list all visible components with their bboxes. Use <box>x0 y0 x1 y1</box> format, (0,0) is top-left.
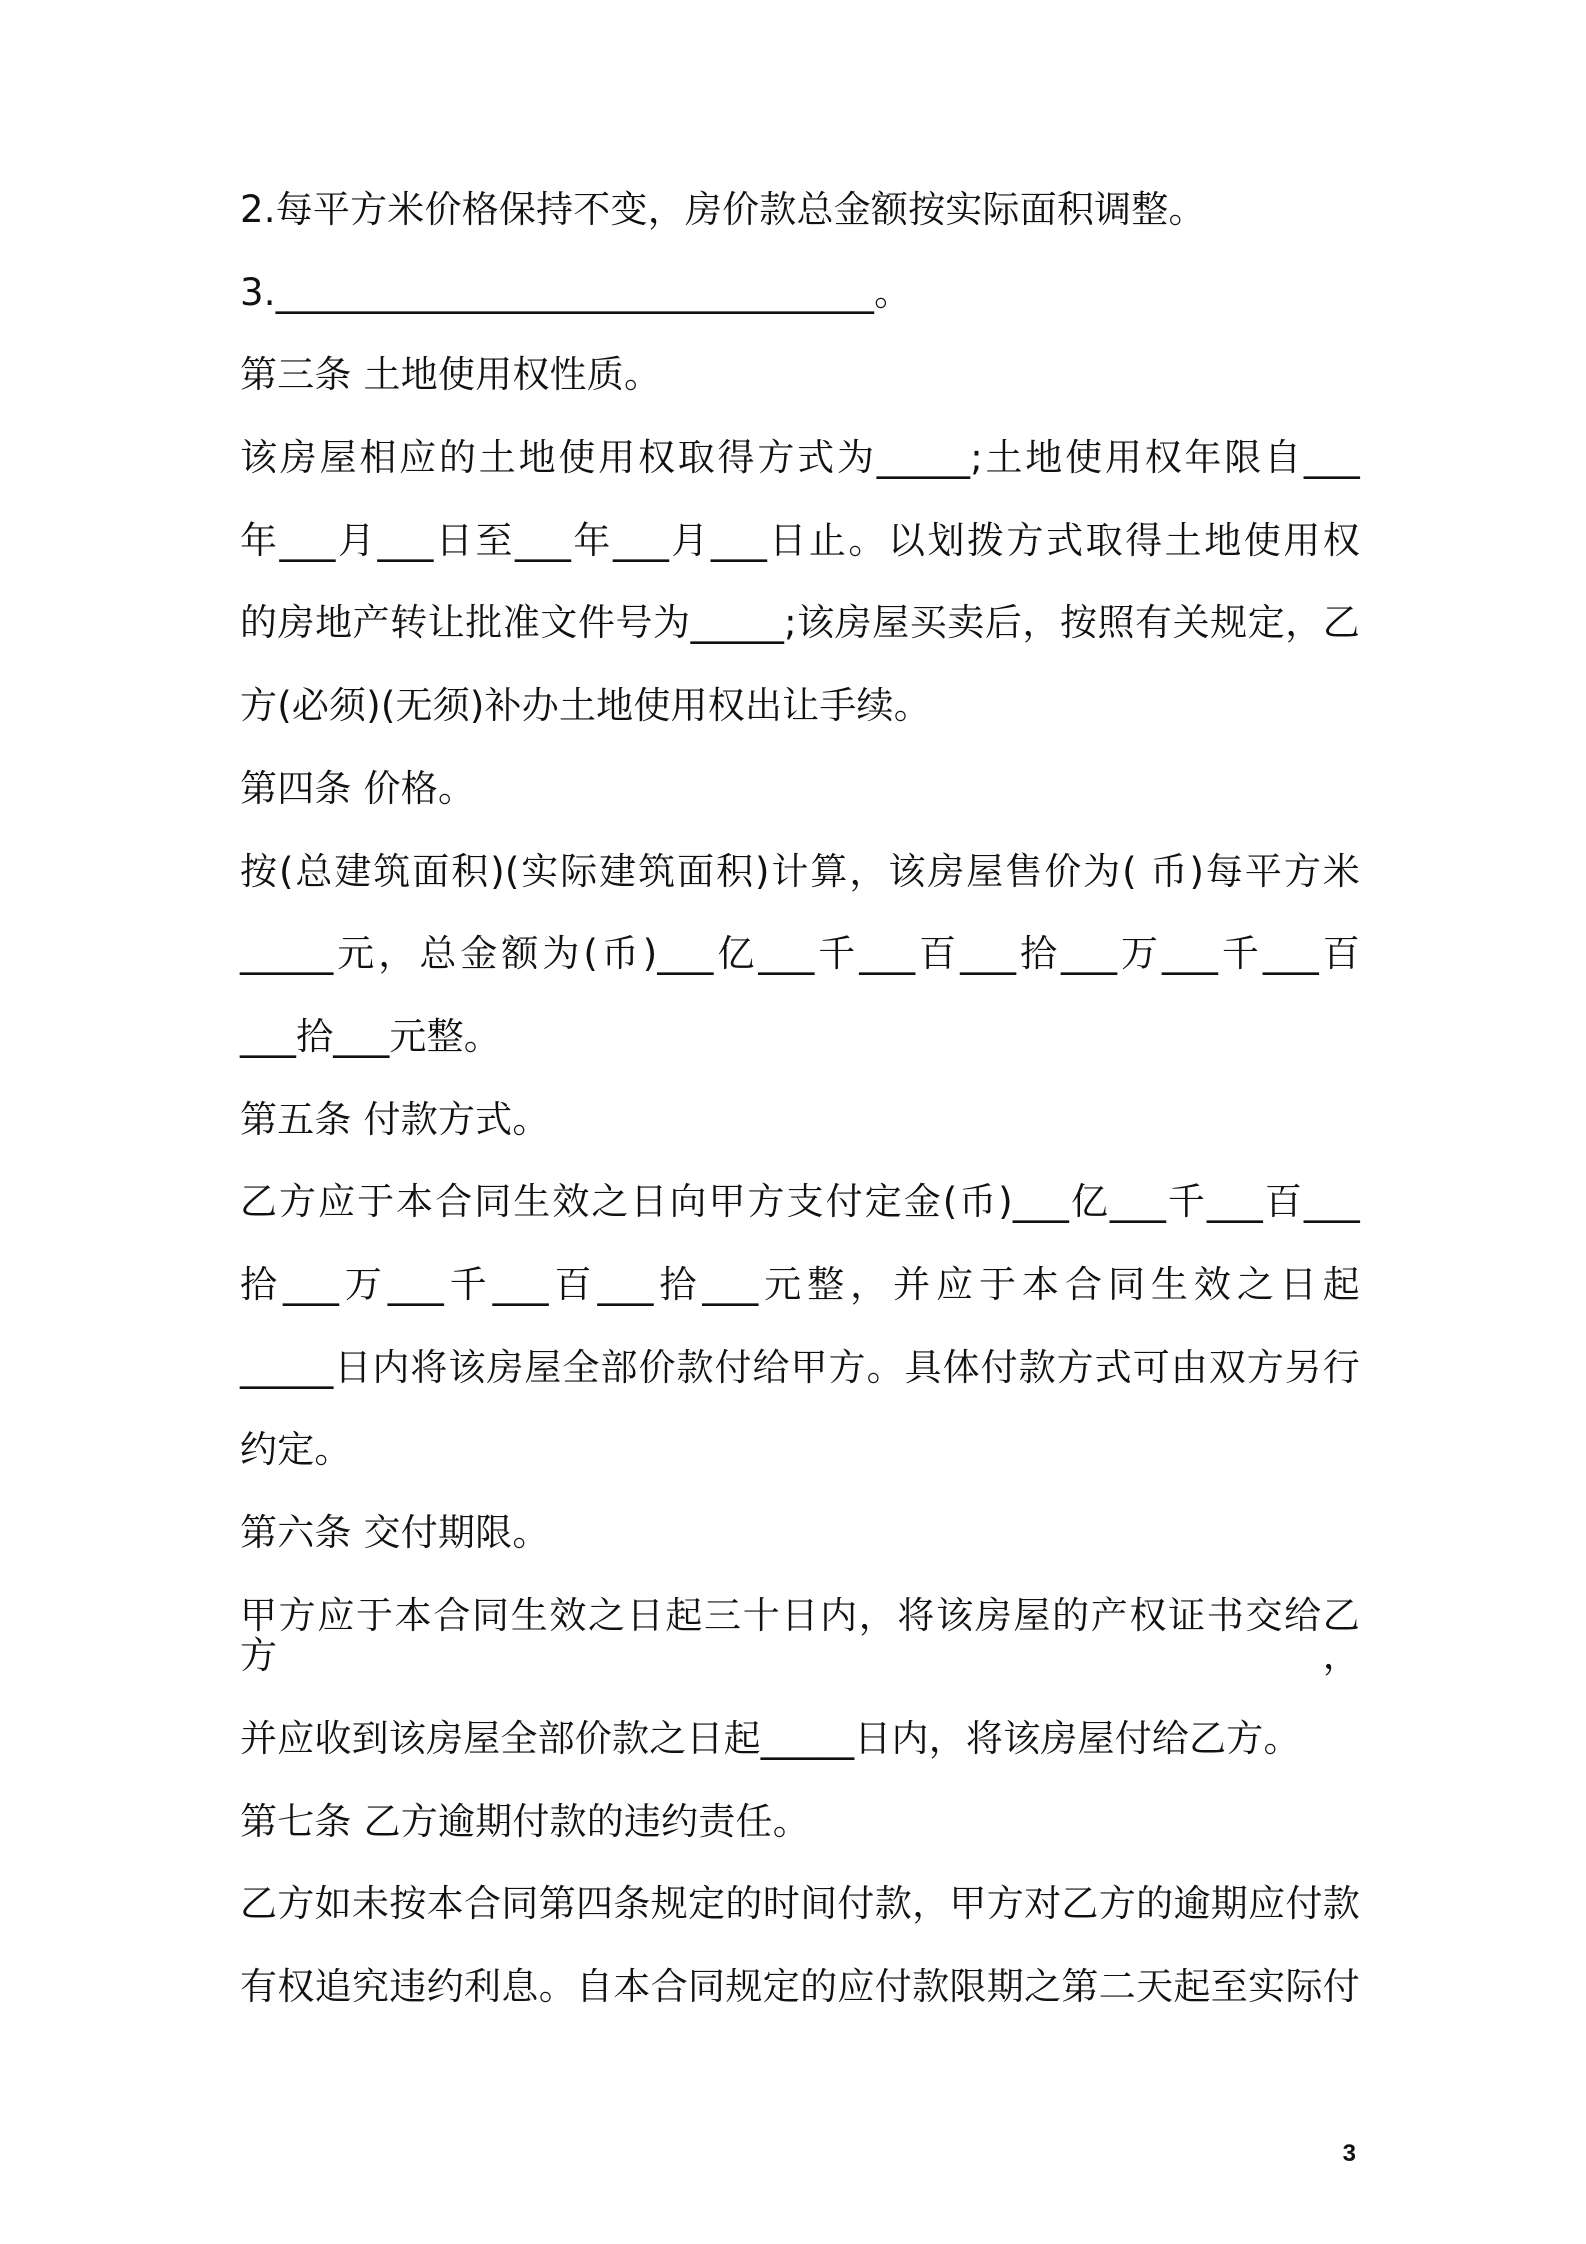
text-line: _____日内将该房屋全部价款付给甲方。具体付款方式可由双方另行 <box>240 1345 1360 1389</box>
text-line: 约定。 <box>240 1428 352 1472</box>
document-body <box>240 190 1360 2008</box>
text-line: 该房屋相应的土地使用权取得方式为_____;土地使用权年限自___ <box>240 436 1360 480</box>
text-line: 乙方如未按本合同第四条规定的时间付款，甲方对乙方的逾期应付款 <box>240 1882 1360 1926</box>
text-line: 的房地产转让批准文件号为_____;该房屋买卖后，按照有关规定，乙 <box>240 601 1360 645</box>
page-number: 3 <box>1342 2140 1356 2167</box>
text-line: 有权追究违约利息。自本合同规定的应付款限期之第二天起至实际付 <box>240 1965 1360 2009</box>
section-heading: 第五条 付款方式。 <box>240 1097 550 1141</box>
text-line: 并应收到该房屋全部价款之日起_____日内，将该房屋付给乙方。 <box>240 1717 1301 1761</box>
section-heading: 第六条 交付期限。 <box>240 1511 550 1554</box>
text-line: 年___月___日至___年___月___日止。以划拨方式取得土地使用权 <box>240 518 1360 562</box>
section-heading: 第七条 乙方逾期付款的违约责任。 <box>240 1799 810 1843</box>
text-line: 3.________________________________。 <box>240 270 912 314</box>
text-line: ___拾___元整。 <box>240 1014 501 1058</box>
text-line: 方(必须)(无须)补办土地使用权出让手续。 <box>240 684 931 728</box>
text-line: 2.每平方米价格保持不变，房价款总金额按实际面积调整。 <box>240 188 1206 231</box>
text-line: 乙方应于本合同生效之日向甲方支付定金(币)___亿___千___百___ <box>240 1180 1360 1224</box>
section-heading: 第三条 土地使用权性质。 <box>240 353 662 397</box>
text-line: 拾___万___千___百___拾___元整，并应于本合同生效之日起 <box>240 1262 1360 1306</box>
text-line: 按(总建筑面积)(实际建筑面积)计算，该房屋售价为( 币)每平方米 <box>240 849 1360 893</box>
text-line: 甲方应于本合同生效之日起三十日内，将该房屋的产权证书交给乙方， <box>240 1593 1360 1678</box>
text-line: _____元，总金额为(币)___亿___千___百___拾___万___千___百 <box>240 932 1360 976</box>
section-heading: 第四条 价格。 <box>240 766 476 810</box>
